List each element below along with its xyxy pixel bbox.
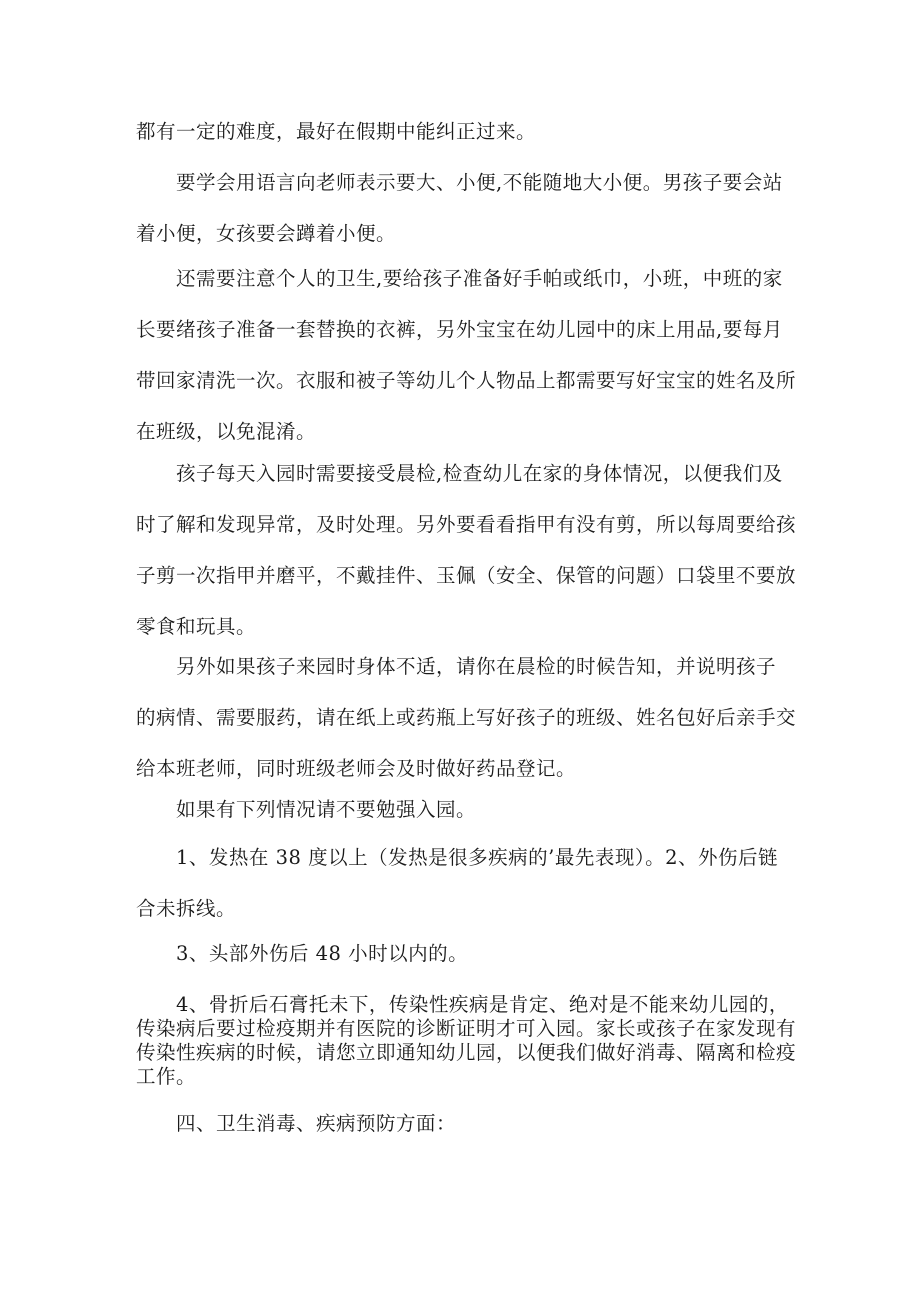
paragraph-9 <box>136 993 797 1089</box>
text-line: 传染性疾病的时候，请您立即通知幼儿园，以便我们做好消毒、隔离和检疫 <box>136 1041 797 1064</box>
section-heading: 四、卫生消毒、疾病预防方面： <box>176 1112 457 1135</box>
paragraph-8 <box>136 928 792 979</box>
paragraph-4 <box>136 448 797 652</box>
text-line: 的病情、需要服药，请在纸上或药瓶上写好孩子的班级、姓名包好后亲手交 <box>136 706 797 729</box>
text-line: 要学会用语言向老师表示要大、小便,不能随地大小便。男孩子要会站 <box>176 171 783 194</box>
text-line: 子剪一次指甲并磨平，不戴挂件、玉佩（安全、保管的问题）口袋里不要放 <box>136 564 797 587</box>
text-line: 长要绪孩子准备一套替换的衣裤，另外宝宝在幼儿园中的床上用品,要每月 <box>136 318 783 341</box>
text-line: 传染病后要过检疫期并有医院的诊断证明才可入园。家长或孩子在家发现有 <box>136 1017 797 1040</box>
text-line: 孩子每天入园时需要接受晨检,检查幼儿在家的身体情况，以便我们及 <box>176 462 783 485</box>
text-line: 着小便，女孩要会蹲着小便。 <box>136 222 397 245</box>
paragraph-6 <box>136 784 792 835</box>
text-line: 零食和玩具。 <box>136 615 257 638</box>
text-line: 都有一定的难度，最好在假期中能纠正过来。 <box>136 120 537 143</box>
paragraph-1 <box>136 106 792 157</box>
text-line: 带回家清洗一次。衣服和被子等幼儿个人物品上都需要写好宝宝的姓名及所 <box>136 369 797 392</box>
text-line: 时了解和发现异常，及时处理。另外要看看指甲有没有剪，所以每周要给孩 <box>136 513 797 536</box>
text-line: 1、发热在 38 度以上（发热是很多疾病的’最先表现）。2、外伤后链 <box>176 846 778 869</box>
text-line: 给本班老师，同时班级老师会及时做好药品登记。 <box>136 757 577 780</box>
paragraph-7 <box>136 832 792 934</box>
text-line: 3、头部外伤后 48 小时以内的。 <box>176 942 469 965</box>
text-line: 4、骨折后石膏托未下，传染性疾病是肯定、绝对是不能来幼儿园的， <box>176 993 789 1016</box>
text-line: 合未拆线。 <box>136 897 237 920</box>
text-line: 如果有下列情况请不要勉强入园。 <box>176 798 477 821</box>
paragraph-5 <box>136 641 797 794</box>
paragraph-3 <box>136 253 797 457</box>
text-line: 工作。 <box>136 1065 197 1088</box>
paragraph-2 <box>136 157 792 259</box>
text-line: 在班级，以免混淆。 <box>136 420 317 443</box>
paragraph-10 <box>136 1098 792 1149</box>
text-line: 还需要注意个人的卫生,要给孩子准备好手帕或纸巾，小班，中班的家 <box>176 267 783 290</box>
text-line: 另外如果孩子来园时身体不适，请你在晨检的时候告知，并说明孩子 <box>176 655 777 678</box>
